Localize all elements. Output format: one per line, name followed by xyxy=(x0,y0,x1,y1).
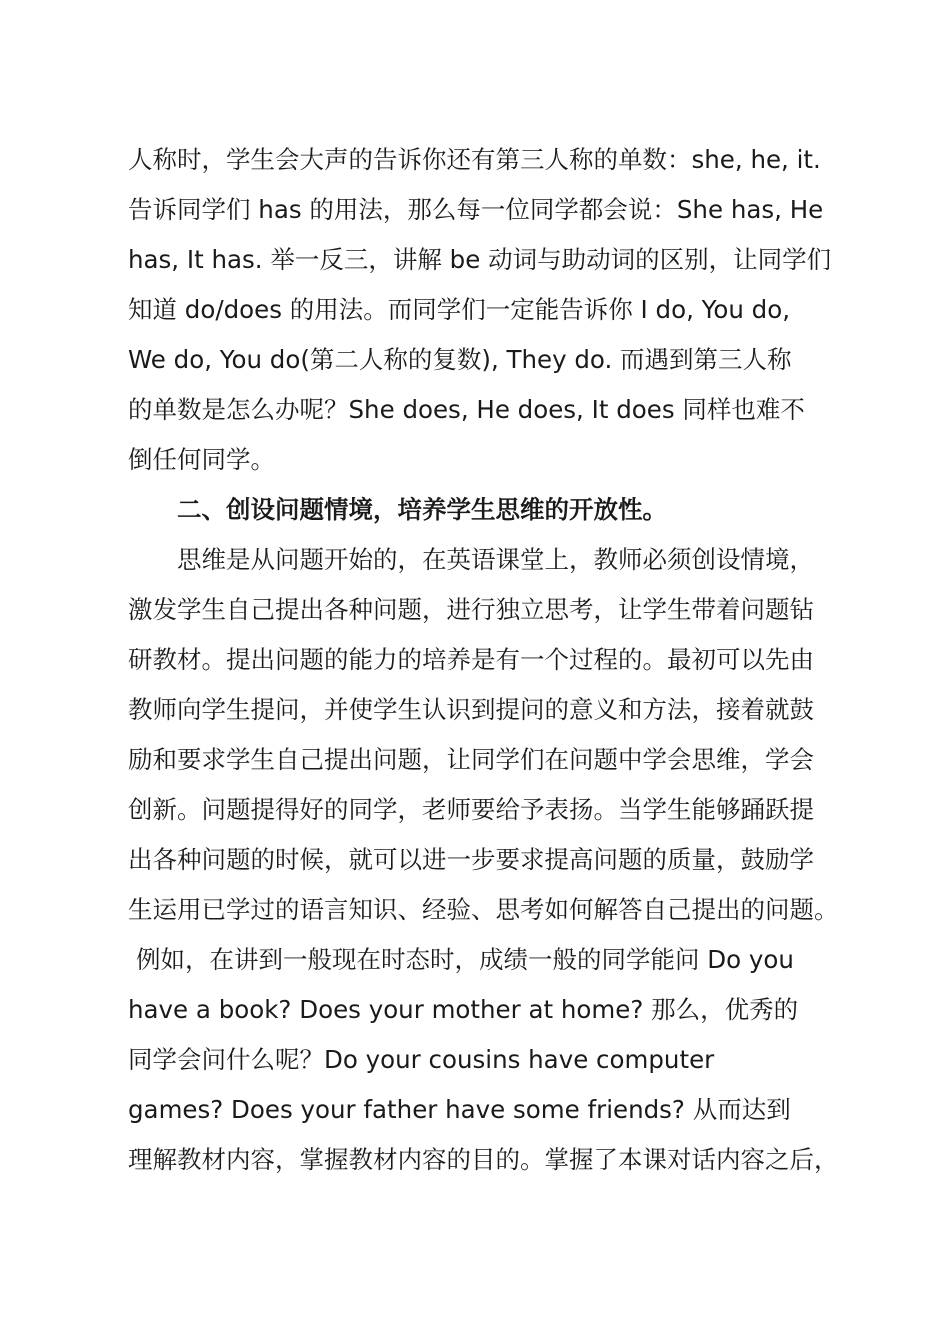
text-line: 人称时，学生会大声的告诉你还有第三人称的单数：she, he, it. xyxy=(128,145,821,174)
text-line: games? Does your father have some friends? 从而达到 xyxy=(128,1095,791,1124)
text-line: 同学会问什么呢？Do your cousins have computer xyxy=(128,1045,715,1074)
text-line: 教师向学生提问，并使学生认识到提问的意义和方法，接着就鼓 xyxy=(128,695,814,724)
text-line: 理解教材内容，掌握教材内容的目的。掌握了本课对话内容之后， xyxy=(128,1145,839,1174)
text-line: 创新。问题提得好的同学，老师要给予表扬。当学生能够踊跃提 xyxy=(128,795,814,824)
section-heading: 二、创设问题情境，培养学生思维的开放性。 xyxy=(177,495,667,524)
text-line: 生运用已学过的语言知识、经验、思考如何解答自己提出的问题。 xyxy=(128,895,839,924)
text-line: 的单数是怎么办呢？She does, He does, It does 同样也难不 xyxy=(128,395,805,424)
text-line: have a book? Does your mother at home? 那么，优秀的 xyxy=(128,995,799,1024)
text-line: has, It has. 举一反三，讲解 be 动词与助动词的区别，让同学们 xyxy=(128,245,832,274)
text-line: 研教材。提出问题的能力的培养是有一个过程的。最初可以先由 xyxy=(128,645,814,674)
text-line: 告诉同学们 has 的用法，那么每一位同学都会说：She has, He xyxy=(128,195,824,224)
text-line: 思维是从问题开始的，在英语课堂上，教师必须创设情境， xyxy=(177,545,814,574)
text-line: We do, You do(第二人称的复数), They do. 而遇到第三人称 xyxy=(128,345,792,374)
text-line: 倒任何同学。 xyxy=(128,445,275,474)
text-line: 知道 do/does 的用法。而同学们一定能告诉你 I do, You do, xyxy=(128,295,791,324)
text-line: 励和要求学生自己提出问题，让同学们在问题中学会思维，学会 xyxy=(128,745,814,774)
text-line: 激发学生自己提出各种问题，进行独立思考，让学生带着问题钻 xyxy=(128,595,814,624)
text-line: 出各种问题的时候，就可以进一步要求提高问题的质量，鼓励学 xyxy=(128,845,814,874)
text-line: 例如，在讲到一般现在时态时，成绩一般的同学能问 Do you xyxy=(136,945,794,974)
